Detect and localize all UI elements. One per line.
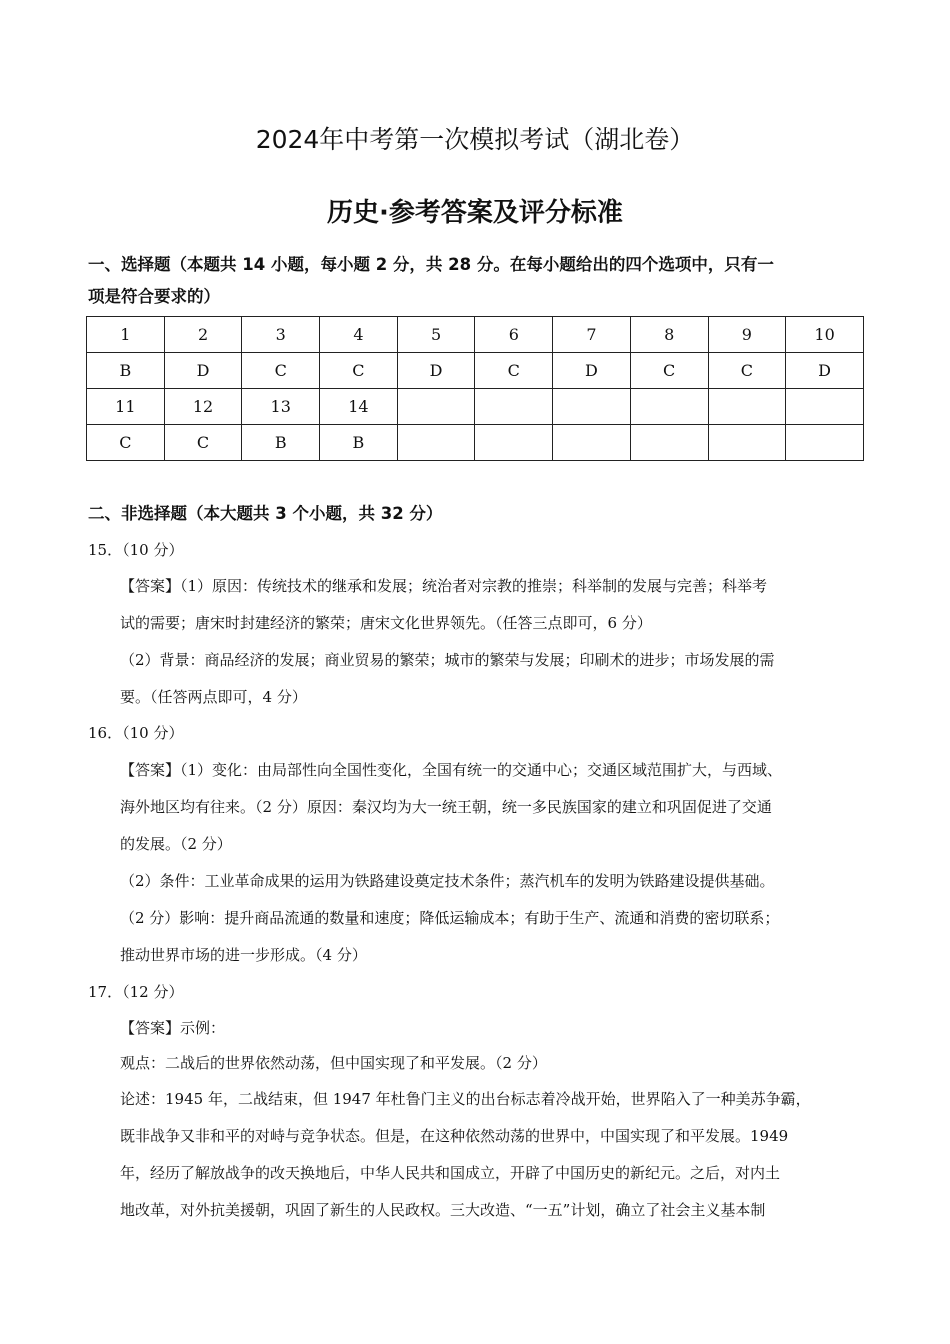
question-number-cell <box>786 389 864 425</box>
section2-heading: 二、非选择题（本大题共 3 个小题，共 32 分） <box>88 504 443 523</box>
question-number-cell: 14 <box>320 389 398 425</box>
question-number: 15．（10 分） <box>88 541 184 559</box>
answer-cell: C <box>87 425 165 461</box>
answer-line: （2）条件：工业革命成果的运用为铁路建设奠定技术条件；蒸汽机车的发明为铁路建设提供基础。 <box>120 872 775 890</box>
answer-line: 【答案】（1）变化：由局部性向全国性变化，全国有统一的交通中心；交通区域范围扩大，与西域、 <box>120 761 783 779</box>
answer-cell: D <box>786 353 864 389</box>
answer-line: 【答案】（1）原因：传统技术的继承和发展；统治者对宗教的推崇；科举制的发展与完善；科举考 <box>120 577 768 595</box>
answer-table <box>86 316 864 461</box>
answer-line: 试的需要；唐宋时封建经济的繁荣；唐宋文化世界领先。（任答三点即可，6 分） <box>120 614 652 632</box>
question-number-cell <box>397 389 475 425</box>
answer-row <box>87 425 864 461</box>
answer-line: 论述：1945 年，二战结束，但 1947 年杜鲁门主义的出台标志着冷战开始，世界陷入了一种美苏争霸， <box>120 1090 811 1108</box>
answer-line: 要。（任答两点即可，4 分） <box>120 688 307 706</box>
question-number-cell <box>630 389 708 425</box>
answer-cell: C <box>320 353 398 389</box>
answer-line: （2 分）影响：提升商品流通的数量和速度；降低运输成本；有助于生产、流通和消费的密切联系； <box>120 909 780 927</box>
answer-line: 推动世界市场的进一步形成。（4 分） <box>120 946 367 964</box>
answer-cell <box>553 425 631 461</box>
answer-row <box>87 353 864 389</box>
answer-line: 的发展。（2 分） <box>120 835 232 853</box>
question-number-cell: 12 <box>164 389 242 425</box>
answer-cell: C <box>242 353 320 389</box>
answer-line: 既非战争又非和平的对峙与竞争状态。但是，在这种依然动荡的世界中，中国实现了和平发展。1949 <box>120 1127 789 1145</box>
answer-cell: B <box>87 353 165 389</box>
answer-line: 【答案】示例： <box>120 1019 226 1037</box>
question-number-cell: 10 <box>786 317 864 353</box>
question-number-cell: 7 <box>553 317 631 353</box>
answer-cell: B <box>320 425 398 461</box>
answer-line: 地改革，对外抗美援朝，巩固了新生的人民政权。三大改造、“一五”计划，确立了社会主义基本制 <box>120 1201 766 1219</box>
question-number-cell: 13 <box>242 389 320 425</box>
question-number-row <box>87 317 864 353</box>
answer-cell: C <box>475 353 553 389</box>
question-number-cell: 9 <box>708 317 786 353</box>
question-number-cell: 4 <box>320 317 398 353</box>
question-number: 17．（12 分） <box>88 983 184 1001</box>
answer-cell: B <box>242 425 320 461</box>
question-number-cell: 3 <box>242 317 320 353</box>
answer-line: 海外地区均有往来。（2 分）原因：秦汉均为大一统王朝，统一多民族国家的建立和巩固促进了交通 <box>120 798 772 816</box>
section1-heading-line: 一、选择题（本题共 14 小题，每小题 2 分，共 28 分。在每小题给出的四个选项中，只有一 <box>88 255 774 274</box>
page-subtitle: 历史·参考答案及评分标准 <box>327 198 623 228</box>
answer-cell <box>475 425 553 461</box>
question-number-cell: 2 <box>164 317 242 353</box>
question-number-cell <box>553 389 631 425</box>
answer-cell <box>630 425 708 461</box>
answer-cell: C <box>630 353 708 389</box>
answer-line: 年，经历了解放战争的改天换地后，中华人民共和国成立，开辟了中国历史的新纪元。之后，对内土 <box>120 1164 781 1182</box>
section1-heading <box>88 249 868 313</box>
answer-line: 观点：二战后的世界依然动荡，但中国实现了和平发展。（2 分） <box>120 1054 547 1072</box>
answer-cell: C <box>164 425 242 461</box>
question-number-row <box>87 389 864 425</box>
answer-cell <box>708 425 786 461</box>
question-number-cell <box>708 389 786 425</box>
question-number-cell: 5 <box>397 317 475 353</box>
question-number-cell: 11 <box>87 389 165 425</box>
question-number-cell: 8 <box>630 317 708 353</box>
answer-line: （2）背景：商品经济的发展；商业贸易的繁荣；城市的繁荣与发展；印刷术的进步；市场发展的需 <box>120 651 775 669</box>
question-number-cell: 1 <box>87 317 165 353</box>
exam-title: 2024年中考第一次模拟考试（湖北卷） <box>255 125 695 154</box>
answer-cell <box>786 425 864 461</box>
answer-cell: C <box>708 353 786 389</box>
answer-cell: D <box>397 353 475 389</box>
answer-cell: D <box>164 353 242 389</box>
question-number-cell: 6 <box>475 317 553 353</box>
section1-heading-line: 项是符合要求的） <box>88 287 220 306</box>
answer-cell: D <box>553 353 631 389</box>
answer-cell <box>397 425 475 461</box>
question-number: 16．（10 分） <box>88 724 184 742</box>
question-number-cell <box>475 389 553 425</box>
